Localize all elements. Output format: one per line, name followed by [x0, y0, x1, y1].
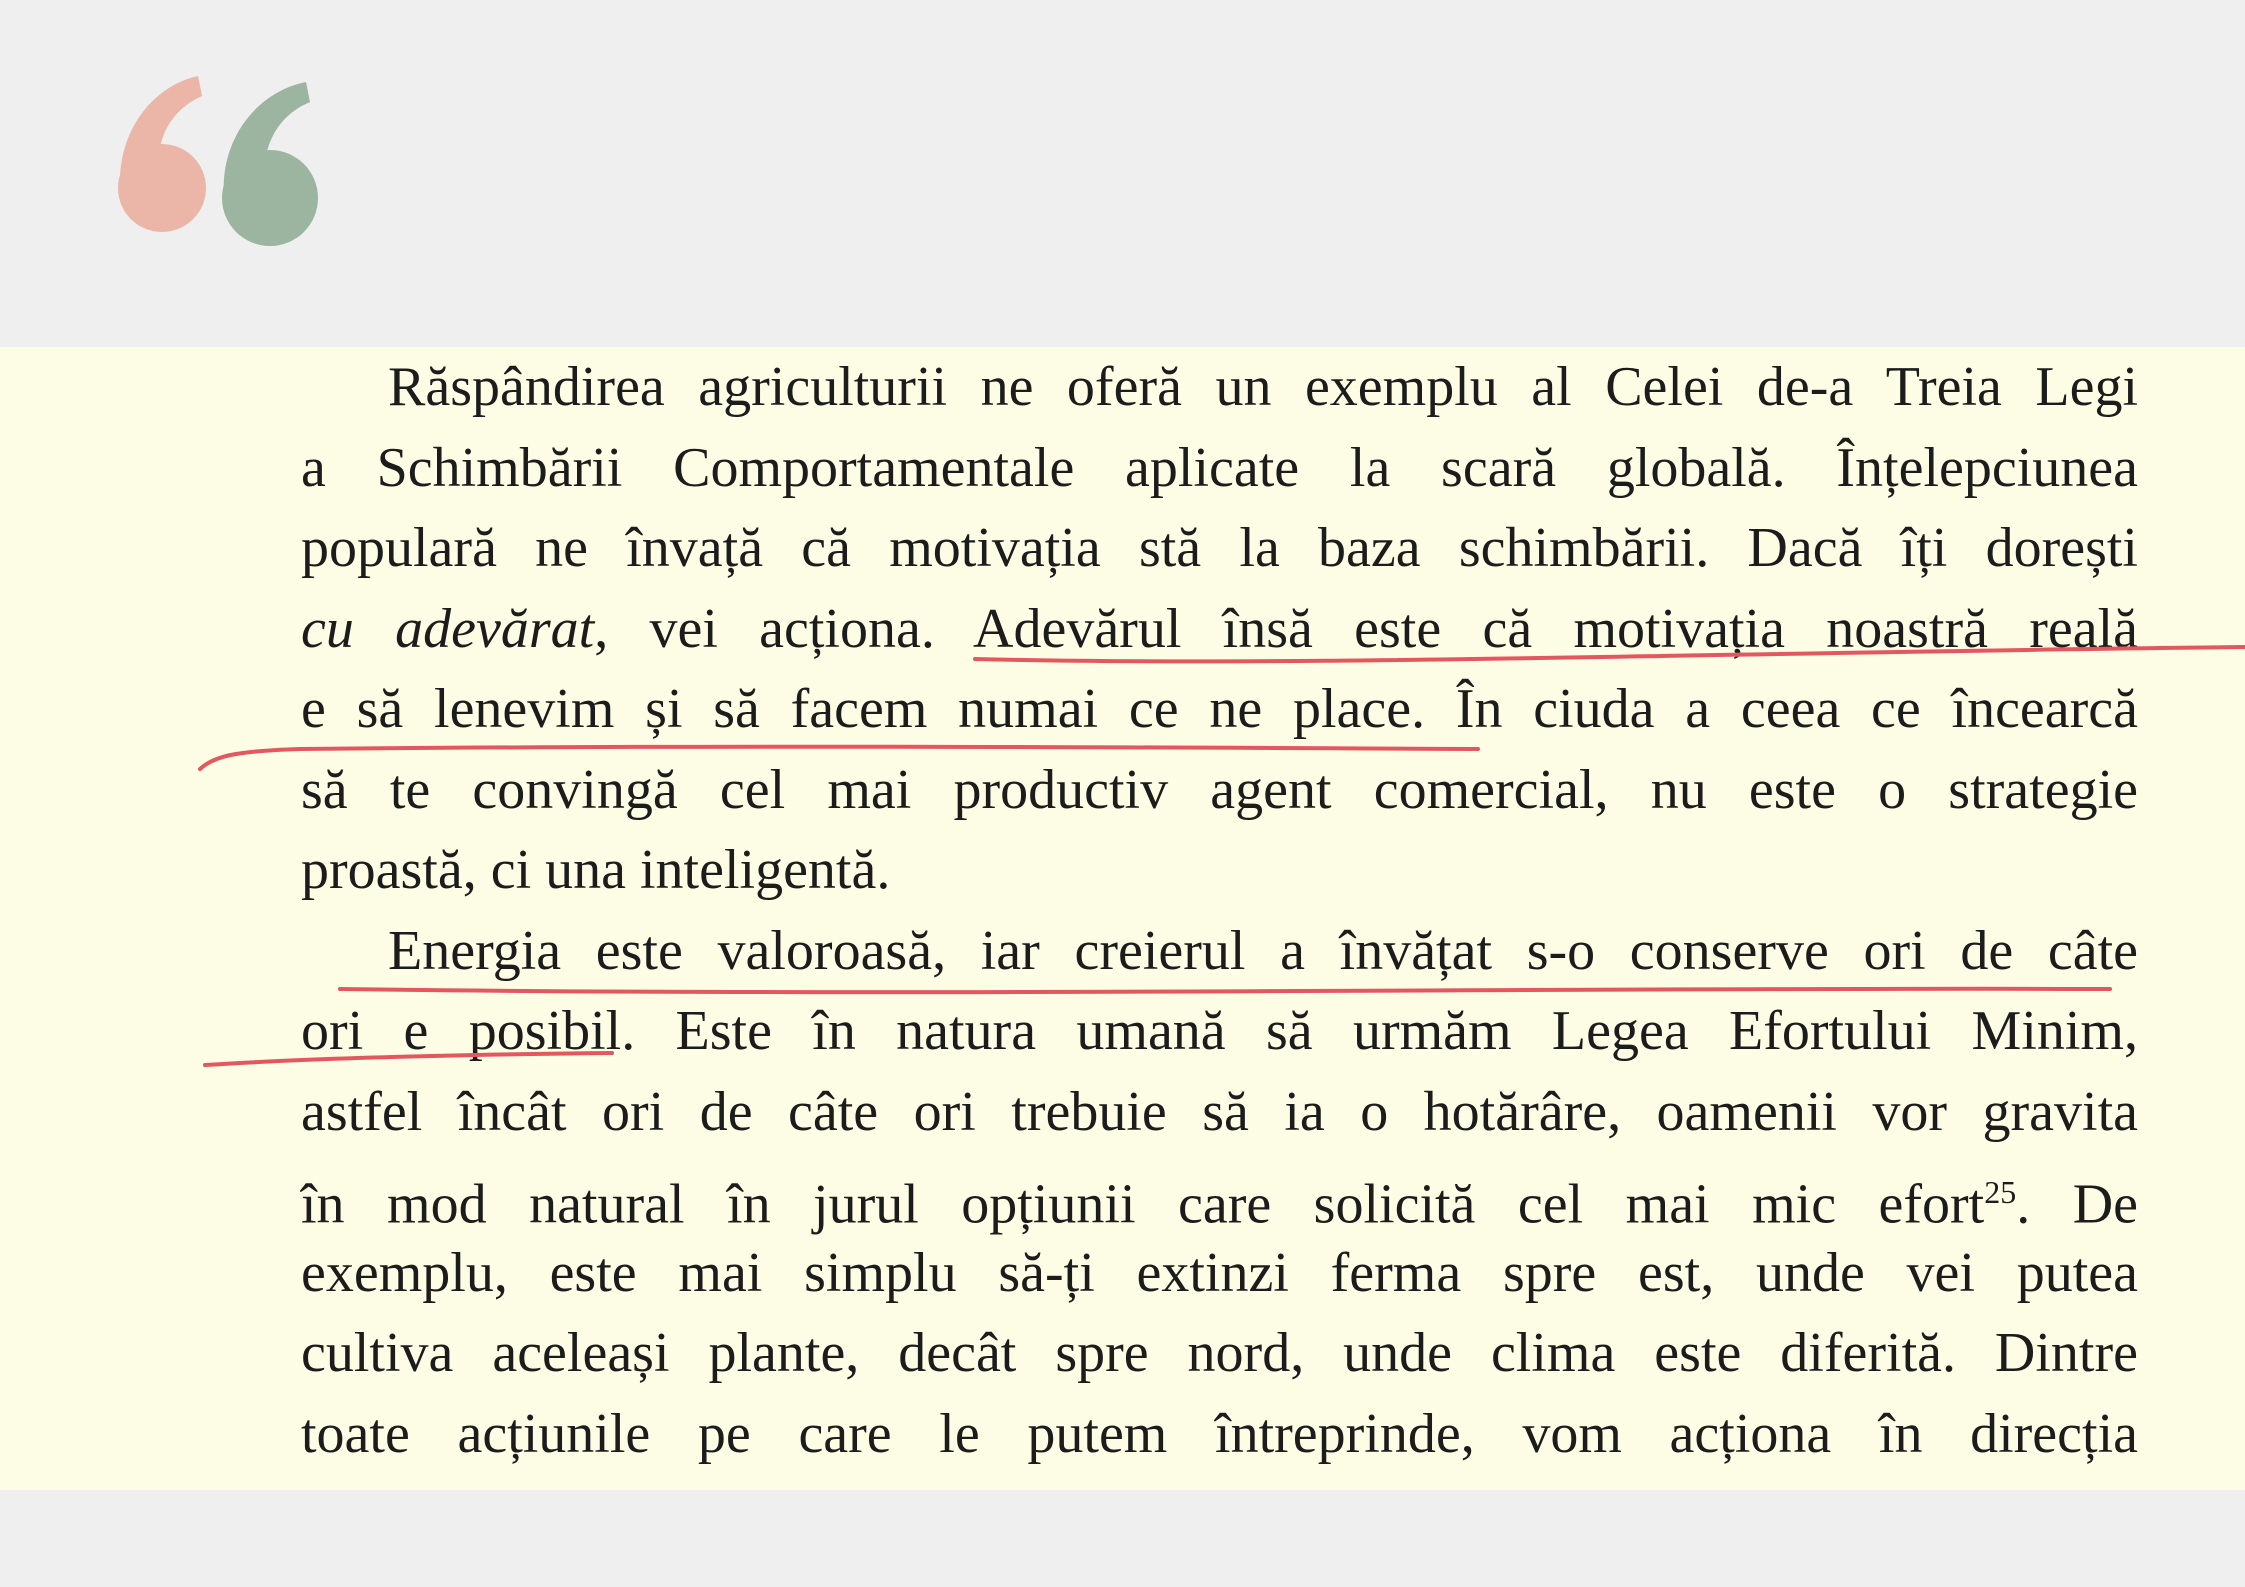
- text-line: a Schimbării Comportamentale aplicate la scară globală. Înțelepciunea: [301, 436, 2138, 499]
- quote-right-mark: [222, 82, 318, 246]
- text-run: . De: [2016, 1173, 2139, 1236]
- text-line: populară ne învață că motivația stă la baza schimbării. Dacă îți dorești: [301, 517, 2138, 579]
- quote-open-icon: [110, 70, 330, 250]
- book-page-scan: [0, 347, 2245, 1490]
- text-line: toate acțiunile pe care le putem întreprinde, vom acționa în direcția: [301, 1402, 2138, 1465]
- text-line: cultiva aceleași plante, decât spre nord, unde clima este diferită. Dintre: [301, 1322, 2138, 1384]
- text-run: în mod natural în jurul opțiunii care solicită cel mai mic efort: [301, 1173, 1985, 1236]
- text-line: exemplu, este mai simplu să-ți extinzi ferma spre est, unde vei putea: [301, 1241, 2138, 1304]
- italic-text: cu adevărat: [301, 597, 595, 660]
- text-line: astfel încât ori de câte ori trebuie să ia o hotărâre, oamenii vor gravita: [301, 1080, 2138, 1143]
- text-line: [301, 1152, 2139, 1236]
- cut-off-text-line: [301, 1474, 2138, 1490]
- paragraph-1: [301, 347, 2138, 911]
- text-line: Energia este valoroasă, iar creierul a învățat s-o conserve ori de câte: [388, 919, 2138, 982]
- text-line: proastă, ci una inteligentă.: [301, 839, 891, 901]
- footnote-ref: 25: [1984, 1174, 2017, 1210]
- quote-left-mark: [118, 76, 206, 232]
- text-line: să te convingă cel mai productiv agent comercial, nu este o strategie: [301, 758, 2138, 821]
- text-line: [301, 589, 2138, 670]
- text-line: e să lenevim și să facem numai ce ne place. În ciuda a ceea ce încearcă: [301, 678, 2138, 740]
- text-line: Răspândirea agriculturii ne oferă un exemplu al Celei de-a Treia Legi: [388, 356, 2138, 418]
- text-run: , vei acționa. Adevărul însă este că motivația noastră reală: [594, 597, 2138, 660]
- book-text: [301, 347, 2138, 1490]
- text-line: ori e posibil. Este în natura umană să urmăm Legea Efortului Minim,: [301, 1000, 2138, 1062]
- paragraph-2: [301, 911, 2138, 1491]
